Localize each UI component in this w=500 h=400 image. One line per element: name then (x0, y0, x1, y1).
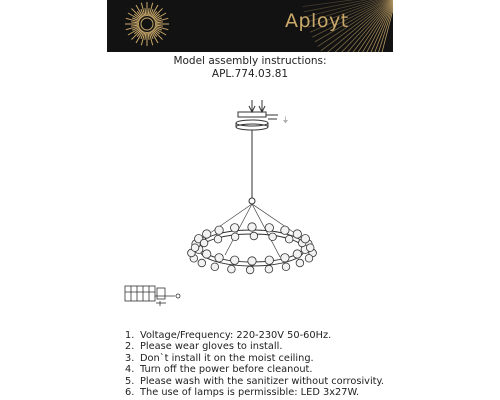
brand-logo-text: Aployt (285, 10, 349, 32)
lamp-globe (293, 230, 301, 238)
cable-connector (249, 198, 255, 204)
lamp-globe (211, 263, 219, 271)
lamp-globe (215, 254, 223, 262)
instruction-item: 1. Voltage/Frequency: 220-230V 50-60Hz. (125, 330, 332, 341)
lamp-globe (265, 224, 273, 232)
instruction-item: 2. Please wear gloves to install. (125, 341, 283, 353)
lamp-globe (246, 266, 254, 274)
lamp-globe (296, 259, 304, 267)
document-title: Model assembly instructions: (173, 55, 327, 67)
lamp-globe (285, 235, 293, 243)
lamp-globe (215, 226, 223, 234)
lamp-globe (281, 254, 289, 262)
lamp-globe (305, 254, 313, 262)
lamp-globe (198, 259, 206, 267)
lamp-globe (301, 235, 309, 243)
lamp-globe (248, 257, 256, 265)
lamp-globe (250, 232, 258, 240)
model-number: APL.774.03.81 (211, 68, 289, 80)
lamp-globe (265, 265, 273, 273)
lamp-globe (248, 223, 256, 231)
lamp-globe (214, 235, 222, 243)
svg-text:⏚: ⏚ (282, 116, 289, 124)
ceiling-mount (236, 100, 289, 130)
lamp-globe (203, 230, 211, 238)
lamp-globe (231, 224, 239, 232)
lamp-globe (281, 226, 289, 234)
instruction-item: 3. Don`t install it on the moist ceiling. (125, 352, 314, 364)
lamp-globe (191, 244, 199, 252)
instruction-item: 5. Please wash with the sanitizer without corrosivity. (125, 375, 385, 387)
wiring-terminal-block (125, 286, 180, 306)
lamp-globe (282, 263, 290, 271)
lamp-globe (200, 239, 208, 247)
lamp-globe (306, 244, 314, 252)
lamp-globe (231, 256, 239, 264)
instruction-item: 6. The use of lamps is permissible: LED 3x27W. (125, 387, 360, 399)
lamp-globe (293, 250, 301, 258)
lamp-globe (203, 250, 211, 258)
lamp-globe (228, 265, 236, 273)
lamp-globe (265, 256, 273, 264)
lamp-globe (231, 233, 239, 241)
instruction-list (125, 330, 384, 398)
lamp-globe (269, 233, 277, 241)
instruction-item: 4. Turn off the power before cleanout. (125, 364, 313, 376)
